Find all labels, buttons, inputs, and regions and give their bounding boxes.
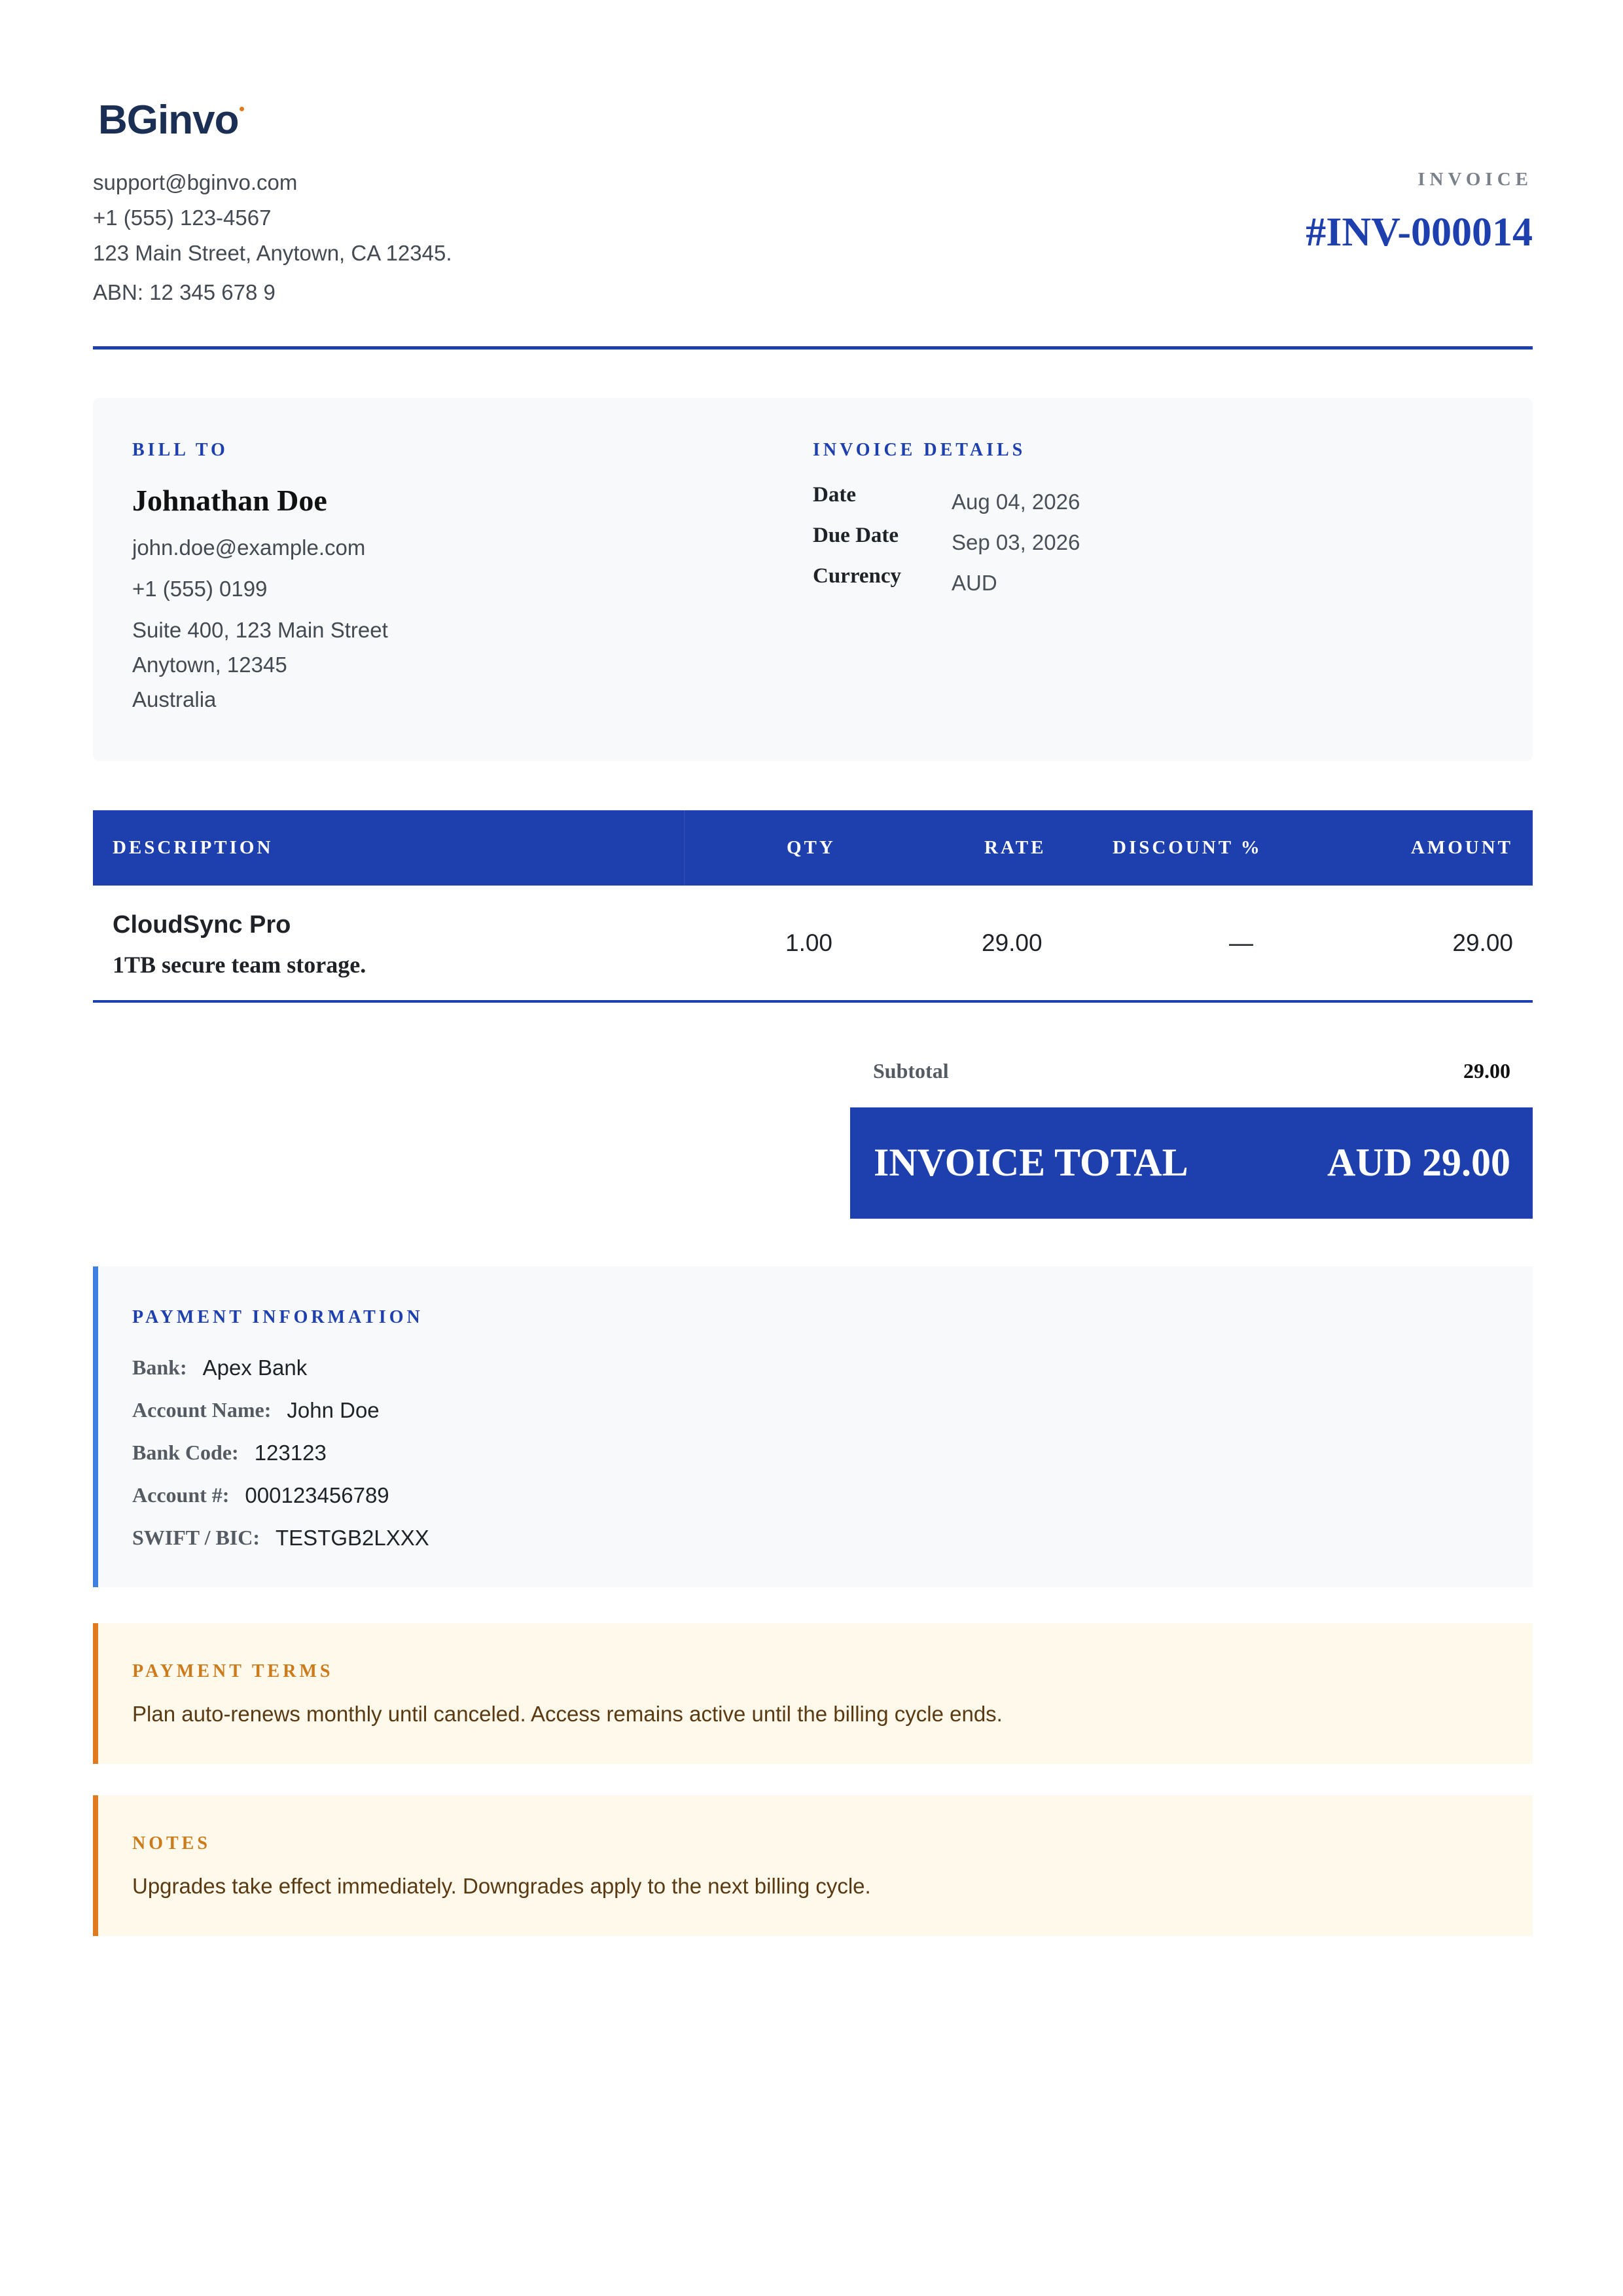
header-divider-line (684, 810, 685, 886)
item-amount: 29.00 (1452, 929, 1513, 956)
payment-key: Account Name: (132, 1398, 272, 1422)
items-table-header (93, 810, 1533, 886)
item-name: CloudSync Pro (113, 911, 291, 939)
payment-value: John Doe (287, 1397, 380, 1422)
table-row (113, 911, 366, 978)
header-rate: RATE (984, 837, 1046, 858)
subtotal-label: Subtotal (873, 1059, 949, 1083)
detail-value: Aug 04, 2026 (952, 490, 1080, 514)
payment-row-account-number (132, 1474, 429, 1516)
payment-key: Bank: (132, 1355, 187, 1379)
notes-panel (93, 1795, 1533, 1936)
client-name: Johnathan Doe (132, 484, 327, 517)
company-phone: +1 (555) 123-4567 (93, 206, 272, 230)
payment-value: TESTGB2LXXX (276, 1525, 429, 1550)
item-qty: 1.00 (785, 929, 833, 956)
client-address-line: Suite 400, 123 Main Street (132, 618, 388, 642)
payment-terms-text: Plan auto-renews monthly until canceled. Access remains active until the billing cycle ends. (132, 1702, 1003, 1726)
header-description: DESCRIPTION (113, 837, 274, 858)
detail-key: Currency (813, 564, 902, 588)
detail-value: Sep 03, 2026 (952, 530, 1080, 554)
payment-info-panel (93, 1266, 1533, 1587)
invoice-details (813, 483, 1080, 605)
notes-title: NOTES (132, 1833, 211, 1854)
client-contact (132, 535, 388, 722)
bill-to-title: BILL TO (132, 440, 228, 460)
company-address: 123 Main Street, Anytown, CA 12345. (93, 241, 452, 265)
payment-terms-title: PAYMENT TERMS (132, 1661, 334, 1681)
company-info (93, 165, 452, 310)
payment-value: 000123456789 (245, 1482, 389, 1507)
header-amount: AMOUNT (1410, 837, 1513, 858)
header-divider (93, 346, 1533, 350)
item-discount: — (1229, 929, 1253, 956)
payment-row-bank-code (132, 1431, 429, 1474)
invoice-number: #INV-000014 (1306, 210, 1533, 255)
logo-text: BGinvo (98, 98, 239, 143)
client-phone: +1 (555) 0199 (132, 577, 268, 601)
detail-row-due-date (813, 524, 1080, 564)
company-email: support@bginvo.com (93, 170, 298, 194)
payment-row-bank (132, 1346, 429, 1389)
invoice-label: INVOICE (1418, 169, 1533, 190)
payment-rows (132, 1346, 429, 1559)
payment-row-account-name (132, 1389, 429, 1431)
payment-row-swift (132, 1516, 429, 1559)
detail-key: Due Date (813, 524, 899, 547)
company-abn: ABN: 12 345 678 9 (93, 280, 276, 304)
payment-value: Apex Bank (202, 1355, 308, 1380)
subtotal-value: 29.00 (1463, 1059, 1510, 1083)
detail-row-date (813, 483, 1080, 524)
detail-row-currency (813, 564, 1080, 605)
client-address-line: Australia (132, 687, 217, 711)
header-qty: QTY (787, 837, 836, 858)
payment-info-title: PAYMENT INFORMATION (132, 1307, 423, 1327)
invoice-total-box (850, 1107, 1533, 1219)
logo-dot-icon (240, 107, 244, 111)
client-address-line: Anytown, 12345 (132, 653, 287, 677)
item-rate: 29.00 (982, 929, 1043, 956)
payment-value: 123123 (254, 1440, 327, 1465)
item-description: 1TB secure team storage. (113, 952, 366, 978)
payment-key: Bank Code: (132, 1441, 239, 1464)
client-email: john.doe@example.com (132, 535, 366, 560)
notes-text: Upgrades take effect immediately. Downgrades apply to the next billing cycle. (132, 1874, 871, 1898)
company-logo (98, 97, 243, 143)
header-discount: DISCOUNT % (1113, 837, 1262, 858)
detail-key: Date (813, 483, 856, 507)
invoice-total-value: AUD 29.00 (1327, 1141, 1510, 1184)
invoice-total-label: INVOICE TOTAL (874, 1141, 1188, 1184)
invoice-details-title: INVOICE DETAILS (813, 440, 1026, 460)
detail-value: AUD (952, 571, 997, 595)
payment-key: Account #: (132, 1483, 230, 1507)
table-bottom-rule (93, 1000, 1533, 1003)
payment-key: SWIFT / BIC: (132, 1526, 260, 1549)
payment-terms-panel (93, 1623, 1533, 1764)
